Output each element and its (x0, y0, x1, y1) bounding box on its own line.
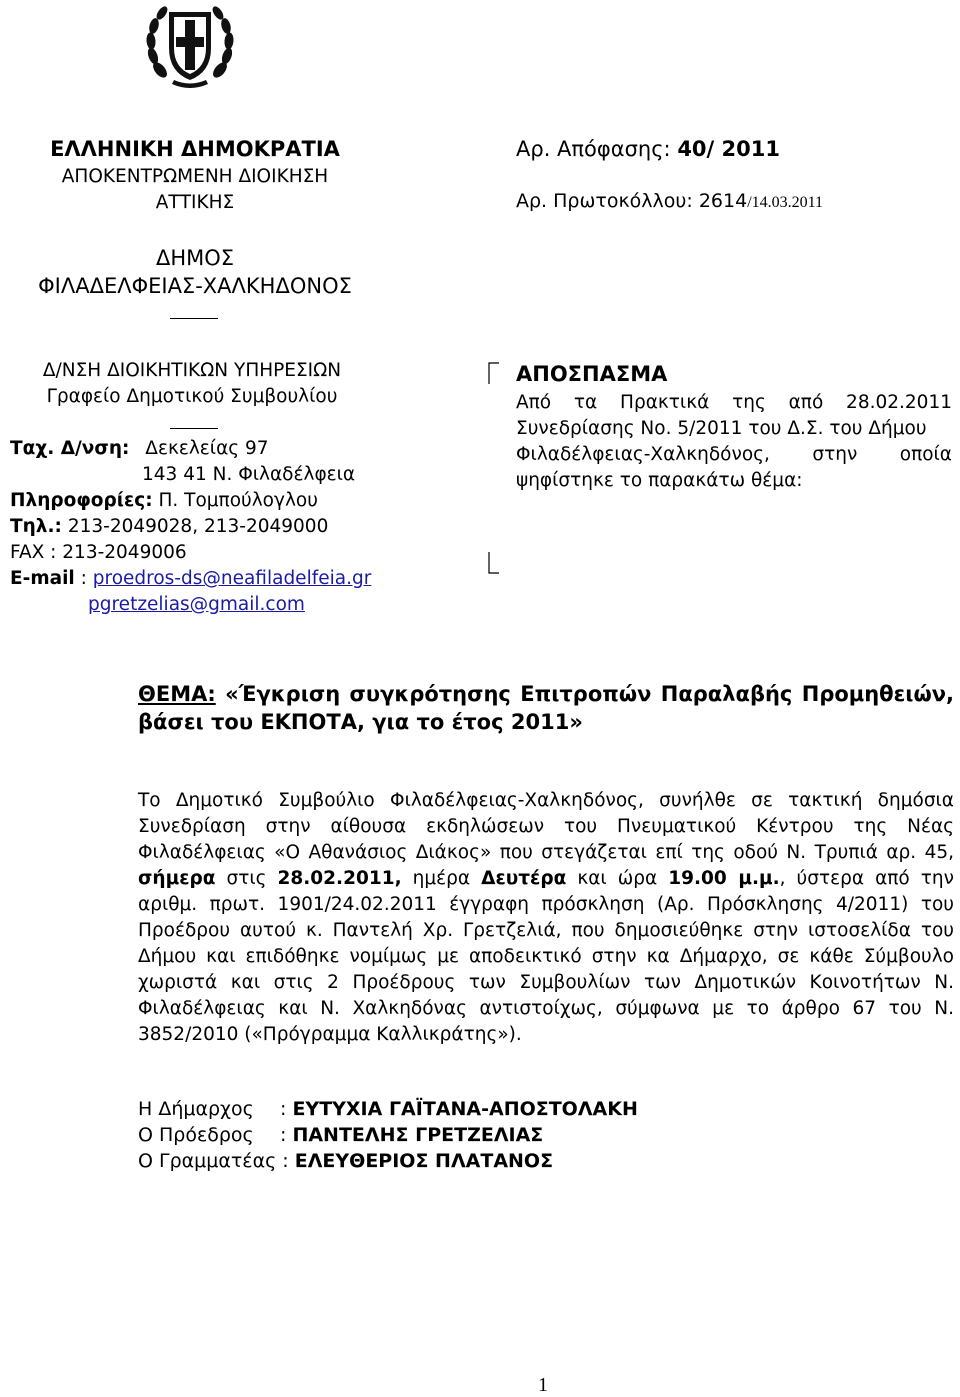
decision-number-row (516, 137, 780, 161)
protocol-label: Αρ. Πρωτοκόλλου: 2614 (516, 190, 748, 212)
signatory-mayor: Η Δήμαρχος : ΕΥΤΥΧΙΑ ΓΑΪΤΑΝΑ-ΑΠΟΣΤΟΛΑΚΗ (138, 1098, 638, 1120)
phone-row: Τηλ.: 213-2049028, 213-2049000 (10, 516, 329, 537)
signatory-name: ΕΥΤΥΧΙΑ ΓΑΪΤΑΝΑ-ΑΠΟΣΤΟΛΑΚΗ (292, 1098, 638, 1120)
body-line: Συνεδρίαση στην αίθουσα εκδηλώσεων του Πνευματικού Κέντρου της Νέας (138, 816, 954, 837)
separator-line (170, 318, 218, 319)
header-attica: ΑΤΤΙΚΗΣ (155, 192, 235, 213)
session-day: Δευτέρα (481, 868, 567, 889)
signatory-secretary: Ο Γραμματέας : ΕΛΕΥΘΕΡΙΟΣ ΠΛΑΤΑΝΟΣ (138, 1150, 554, 1172)
address-street: Δεκελείας 97 (145, 438, 269, 459)
excerpt-line: ψηφίστηκε το παρακάτω θέμα: (516, 470, 803, 491)
separator-line (170, 428, 218, 429)
municipality-name: ΦΙΛΑΔΕΛΦΕΙΑΣ-ΧΑΛΚΗΔΟΝΟΣ (38, 274, 352, 298)
session-today: σήμερα (138, 868, 216, 889)
subject-label: ΘΕΜΑ: (138, 682, 216, 706)
address-postcode-city: 143 41 Ν. Φιλαδέλφεια (142, 464, 356, 485)
body-line: Το Δημοτικό Συμβούλιο Φιλαδέλφειας-Χαλκηδόνος, συνήλθε σε τακτική δημόσια (138, 790, 954, 811)
body-line-session: σήμερα στις 28.02.2011, ημέρα Δευτέρα και ώρα 19.00 μ.μ., ύστερα από την (138, 868, 954, 889)
excerpt-corner-bottom (488, 552, 500, 574)
subject-text: «Έγκριση συγκρότησης Επιτροπών Παραλαβής Προμηθειών, (225, 682, 955, 706)
body-line: Δήμου και επιδόθηκε νομίμως με αποδεικτικό στην κα Δήμαρχο, σε κάθε Σύμβουλο (138, 946, 954, 967)
directorate: Δ/ΝΣΗ ΔΙΟΙΚΗΤΙΚΩΝ ΥΠΗΡΕΣΙΩΝ (42, 360, 342, 381)
excerpt-line: Από τα Πρακτικά της από 28.02.2011 (516, 392, 952, 413)
signatory-role: Ο Πρόεδρος (138, 1124, 254, 1146)
body-line: 3852/2010 («Πρόγραμμα Καλλικράτης»). (138, 1024, 522, 1045)
fax-value: 213-2049006 (62, 542, 187, 563)
excerpt-line: Συνεδρίασης Νο. 5/2011 του Δ.Σ. του Δήμου (516, 418, 927, 439)
council-office: Γραφείο Δημοτικού Συμβουλίου (46, 386, 338, 407)
municipality-label: ΔΗΜΟΣ (155, 246, 235, 270)
email-label: E-mail (10, 568, 75, 589)
phone-label: Τηλ. (10, 516, 55, 537)
email-link-gretzelias[interactable]: pgretzelias@gmail.com (88, 594, 305, 615)
session-time: 19.00 μ.μ. (668, 868, 780, 889)
email-row: E-mail : proedros-ds@neafiladelfeia.gr (10, 568, 372, 589)
body-line: Φιλαδέλφειας «Ο Αθανάσιος Διάκος» που στεγάζεται επί της οδού Ν. Τρυπιά αρ. 45, (138, 842, 954, 863)
session-date: 28.02.2011, (277, 868, 402, 889)
body-line: Φιλαδέλφειας και Ν. Χαλκηδόνας αντιστοίχως, σύμφωνα με το άρθρο 67 του Ν. (138, 998, 954, 1019)
body-line: Προέδρου αυτού κ. Παντελή Χρ. Γρετζελιά, που δημοσιεύθηκε στην ιστοσελίδα του (138, 920, 954, 941)
decision-label: Αρ. Απόφασης: (516, 137, 671, 161)
phone-value: 213-2049028, 213-2049000 (67, 516, 329, 537)
subject-line-1 (138, 682, 954, 706)
excerpt-title: ΑΠΟΣΠΑΣΜΑ (516, 362, 668, 386)
excerpt-corner-top (488, 362, 500, 384)
header-republic: ΕΛΛΗΝΙΚΗ ΔΗΜΟΚΡΑΤΙΑ (50, 137, 340, 161)
body-line: αριθμ. πρωτ. 1901/24.02.2011 έγγραφη πρόσκληση (Αρ. Πρόσκλησης 4/2011) του (138, 894, 954, 915)
signatory-role: Η Δήμαρχος (138, 1098, 254, 1120)
email-link-proedros[interactable]: proedros-ds@neafiladelfeia.gr (92, 568, 372, 589)
info-value: Π. Τομπούλογλου (158, 490, 318, 511)
protocol-date: /14.03.2011 (747, 194, 824, 211)
signatory-name: ΠΑΝΤΕΛΗΣ ΓΡΕΤΖΕΛΙΑΣ (292, 1124, 544, 1146)
subject-line-2: βάσει του ΕΚΠΟΤΑ, για το έτος 2011» (138, 710, 583, 734)
info-label: Πληροφορίες: (10, 490, 153, 511)
address-label: Ταχ. Δ/νση (10, 438, 122, 459)
signatory-president: Ο Πρόεδρος : ΠΑΝΤΕΛΗΣ ΓΡΕΤΖΕΛΙΑΣ (138, 1124, 544, 1146)
decision-number: 40/ 2011 (677, 137, 780, 161)
excerpt-line: Φιλαδέλφειας-Χαλκηδόνος, στην οποία (516, 444, 952, 465)
fax-row: FAX : 213-2049006 (10, 542, 187, 563)
fax-label: FAX (10, 542, 45, 563)
signatory-name: ΕΛΕΥΘΕΡΙΟΣ ΠΛΑΤΑΝΟΣ (294, 1150, 554, 1172)
address-row: Ταχ. Δ/νση: Δεκελείας 97 (10, 438, 269, 459)
email-row-2 (88, 594, 305, 615)
info-row (10, 490, 318, 511)
header-decentralized-administration: ΑΠΟΚΕΝΤΡΩΜΕΝΗ ΔΙΟΙΚΗΣΗ (61, 166, 329, 187)
coat-of-arms-emblem (142, 0, 238, 92)
page-number: 1 (538, 1374, 548, 1396)
protocol-row (516, 190, 823, 212)
signatory-role: Ο Γραμματέας (138, 1150, 277, 1172)
body-line: χωριστά και στις 2 Προέδρους των Συμβουλίων των Δημοτικών Κοινοτήτων Ν. (138, 972, 954, 993)
